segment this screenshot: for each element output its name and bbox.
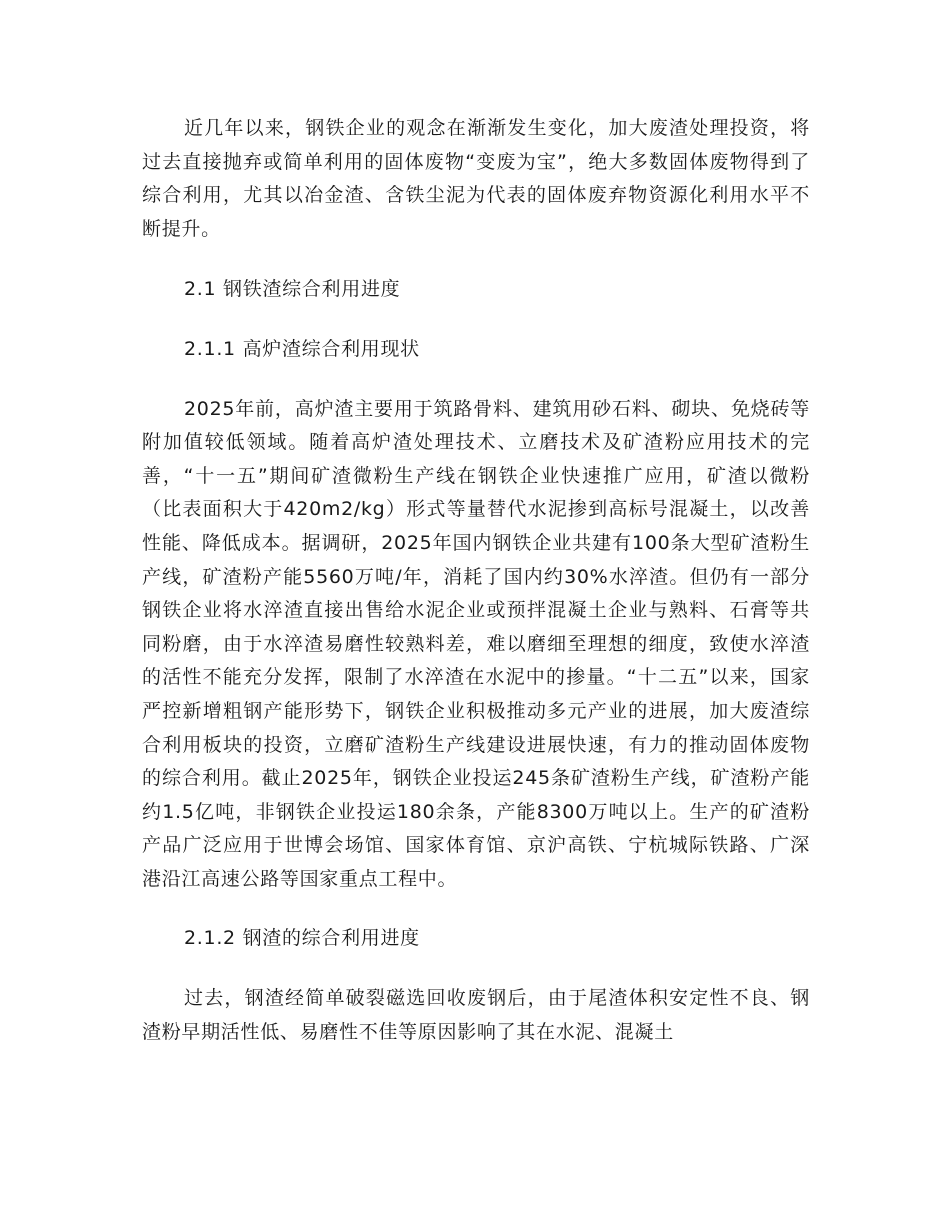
subsection-heading-2-1-2: 2.1.2 钢渣的综合利用进度 — [184, 927, 420, 950]
intro-paragraph: 近几年以来，钢铁企业的观念在渐渐发生变化，加大废渣处理投资，将过去直接抛弃或简单利用的固体废物“变废为宝”，绝大多数固体废物得到了综合利用，尤其以冶金渣、含铁尘泥为代表的固体废弃物资源化利用水平不断提升。 — [142, 117, 810, 240]
subsection-heading-2-1-1: 2.1.1 高炉渣综合利用现状 — [184, 337, 420, 360]
blast-furnace-slag-paragraph: 2025年前，高炉渣主要用于筑路骨料、建筑用砂石料、砌块、免烧砖等附加值较低领域。随着高炉渣处理技术、立磨技术及矿渣粉应用技术的完善，“十一五”期间矿渣微粉生产线在钢铁企业快速推广应用，矿渣以微粉（比表面积大于420m2/kg）形式等量替代水泥掺到高标号混凝土，以改善性能、降低成本。据调研，2025年国内钢铁企业共建有100条大型矿渣粉生产线，矿渣粉产能5560万吨/年，消耗了国内约30%水淬渣。但仍有一部分钢铁企业将水淬渣直接出售给水泥企业或预拌混凝土企业与熟料、石膏等共同粉磨，由于水淬渣易磨性较熟料差，难以磨细至理想的细度，致使水淬渣的活性不能充分发挥，限制了水淬渣在水泥中的掺量。“十二五”以来，国家严控新增粗钢产能形势下，钢铁企业积极推动多元产业的进展，加大废渣综合利用板块的投资，立磨矿渣粉生产线建设进展快速，有力的推动固体废物的综合利用。截止2025年，钢铁企业投运245条矿渣粉生产线，矿渣粉产能约1.5亿吨，非钢铁企业投运180余条，产能8300万吨以上。生产的矿渣粉产品广泛应用于世博会场馆、国家体育馆、京沪高铁、宁杭城际铁路、广深港沿江高速公路等国家重点工程中。 — [142, 397, 810, 890]
section-heading-2-1: 2.1 钢铁渣综合利用进度 — [184, 278, 401, 301]
steel-slag-paragraph: 过去，钢渣经简单破裂磁选回收废钢后，由于尾渣体积安定性不良、钢渣粉早期活性低、易磨性不佳等原因影响了其在水泥、混凝土 — [142, 987, 810, 1043]
